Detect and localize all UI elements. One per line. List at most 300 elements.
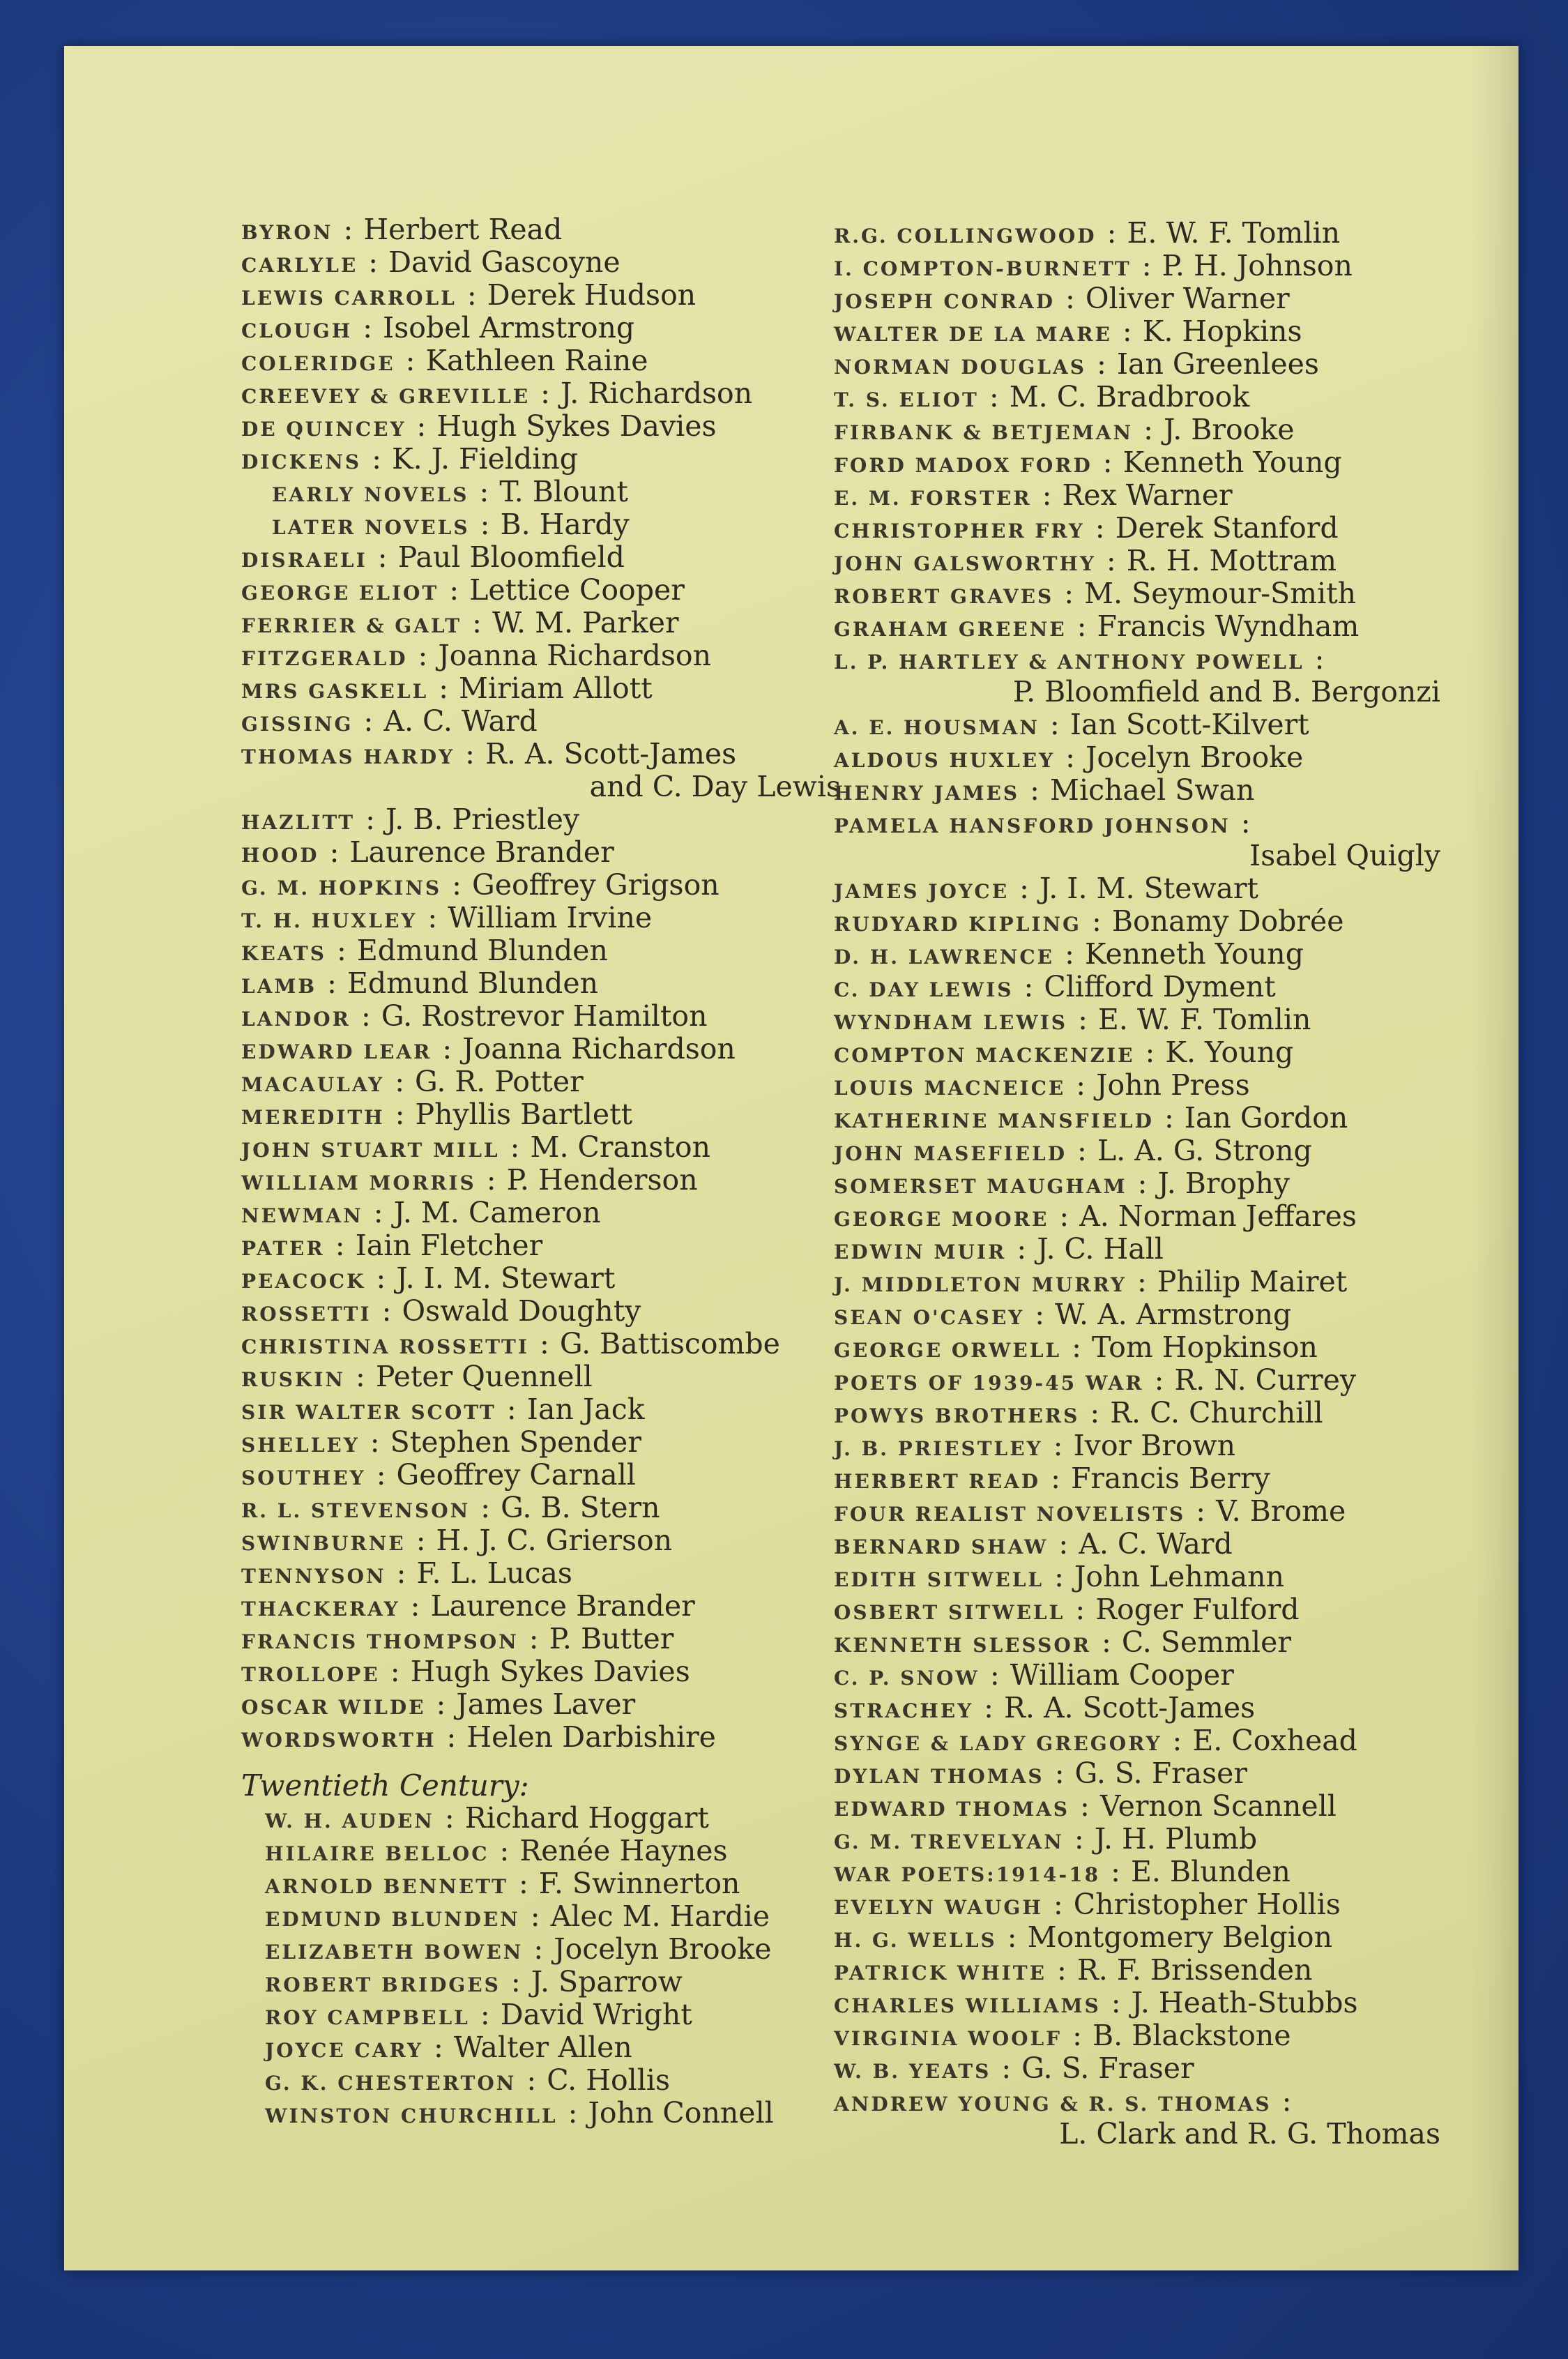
entry-subject: WILLIAM MORRIS [241,1171,476,1194]
entry-row [241,476,841,508]
entry-subject: LOUIS MACNEICE [834,1077,1066,1100]
entry-subject: SEAN O'CASEY [834,1306,1025,1329]
entry-separator: : [401,1589,429,1623]
entry-row [241,1998,841,2031]
entry-author: Bonamy Dobrée [1111,904,1344,938]
entry-separator: : [407,409,436,443]
entry-separator: : [530,1327,558,1360]
entry-separator: : [1049,1527,1078,1561]
entry-subject: FIRBANK & BETJEMAN [834,421,1134,444]
entry-subject: E. M. FORSTER [834,487,1032,510]
entry-author: Richard Hoggart [464,1801,709,1835]
entry-separator: : [327,934,356,967]
entry-author: J. H. Plumb [1094,1822,1258,1856]
entry-row [241,1623,841,1655]
entry-row [241,1262,841,1295]
entry-author: Walter Allen [453,2031,632,2064]
entry-subject: FERRIER & GALT [241,614,462,637]
entry-subject: HERBERT READ [834,1470,1041,1493]
entry-separator: : [1102,1855,1129,1888]
entry-subject: ROBERT BRIDGES [265,1973,501,1996]
entry-separator: : [443,868,471,902]
entry-author: Christopher Hollis [1073,1888,1341,1921]
entry-separator: : [429,672,458,705]
entry-separator: : [980,380,1008,414]
entry-separator: : [334,213,363,246]
entry-author: W. M. Parker [492,606,679,639]
entry-subject: J. B. PRIESTLEY [834,1437,1043,1460]
entry-separator: : [1040,708,1069,741]
entry-row [241,672,841,705]
entry-row [241,2097,841,2130]
entry-author: Joanna Richardson [438,639,711,672]
entry-subject: PEACOCK [241,1270,366,1293]
entry-subject: EVELYN WAUGH [834,1896,1043,1919]
entry-subject: POETS OF 1939-45 WAR [834,1372,1144,1395]
entry-subject: JOYCE CARY [265,2039,423,2062]
entry-row [241,1459,841,1492]
entry-subject: DYLAN THOMAS [834,1765,1044,1788]
entry-row [834,1331,1440,1364]
entry-subject: WORDSWORTH [241,1729,436,1752]
entry-author: Isobel Armstrong [383,311,635,344]
entry-separator: : [353,311,382,344]
entry-author: G. S. Fraser [1074,1757,1247,1790]
entry-subject: TENNYSON [241,1565,386,1588]
entry-subject: HAZLITT [241,811,356,834]
entry-row [834,1593,1440,1626]
entry-subject: RUSKIN [241,1368,345,1391]
entry-subject: PATER [241,1237,325,1260]
entry-continuation: Isabel Quigly [1249,839,1440,872]
entry-row [241,1295,841,1328]
entry-subject: DISRAELI [241,549,367,572]
entry-row [834,1757,1440,1790]
entry-subject: HILAIRE BELLOC [265,1842,489,1865]
entry-separator: : [1010,872,1038,905]
entry-separator: : [396,344,425,377]
entry-author: William Irvine [448,901,653,934]
entry-author: Derek Hudson [487,278,697,312]
entry-row [241,508,841,541]
entry-separator: : [1092,1625,1120,1659]
entry-subject: DE QUINCEY [241,418,406,441]
entry-separator: : [1067,1068,1095,1102]
entry-author: C. Hollis [547,2063,671,2097]
entry-author: R. A. Scott-James [485,737,737,771]
entry-subject: SWINBURNE [241,1532,406,1555]
entry-separator: : [351,999,380,1033]
entry-subject: BERNARD SHAW [834,1535,1049,1558]
entry-author: Paul Bloomfield [397,540,625,574]
entry-row [241,639,841,672]
entry-row [241,443,841,476]
entry-subject: KATHERINE MANSFIELD [834,1109,1154,1132]
entry-subject: GEORGE MOORE [834,1208,1049,1231]
entry-separator: : [1055,577,1083,610]
entry-separator: : [354,704,383,738]
entry-separator: : [1065,1822,1093,1856]
entry-subject: EDITH SITWELL [834,1568,1044,1591]
entry-row [834,643,1440,676]
entry-subject: CREEVEY & GREVILLE [241,385,531,408]
entry-author: Francis Wyndham [1097,609,1360,643]
entry-author: G. Rostrevor Hamilton [381,999,708,1033]
entry-row [241,312,841,344]
entry-author: E. Coxhead [1192,1724,1357,1757]
entry-row [834,1987,1440,2019]
entry-separator: : [1045,1757,1074,1790]
entry-separator: : [501,1130,529,1164]
entry-author: B. Hardy [500,508,630,541]
entry-row [241,1590,841,1623]
entry-author: T. Blount [499,475,628,508]
entry-subject: EARLY NOVELS [272,483,469,506]
entry-separator: : [406,1524,435,1557]
entry-author: Roger Fulford [1095,1593,1300,1626]
entry-subject: SOMERSET MAUGHAM [834,1175,1127,1198]
entry-author: G. S. Fraser [1021,2051,1194,2085]
entry-separator: : [1272,2084,1292,2118]
entry-row [241,1098,841,1131]
entry-subject: LANDOR [241,1008,351,1031]
entry-row [834,282,1440,315]
entry-row [241,1492,841,1524]
entry-author: H. J. C. Grierson [436,1524,673,1557]
entry-subject: ROBERT GRAVES [834,585,1054,608]
entry-author: J. Sparrow [531,1965,683,1998]
entry-author: Kenneth Young [1084,937,1304,971]
entry-separator: : [427,1687,455,1721]
entry-separator: : [1056,937,1083,971]
entry-separator: : [1113,314,1141,348]
entry-author: Iain Fletcher [355,1229,543,1262]
entry-author: L. A. G. Strong [1097,1134,1312,1167]
entry-separator: : [517,2063,546,2097]
entry-author: Kathleen Raine [425,344,648,377]
entry-separator: : [471,1998,499,2031]
entry-author: Michael Swan [1049,773,1255,807]
entry-author: Ian Gordon [1184,1101,1348,1135]
entry-row [834,479,1440,512]
entry-author: R. F. Brissenden [1076,1953,1313,1987]
entry-author: P. Henderson [506,1163,698,1197]
entry-row [241,574,841,607]
entry-row [834,1200,1440,1233]
entry-row [241,1655,841,1688]
entry-author: Renée Haynes [519,1834,728,1867]
entry-subject: DICKENS [241,450,362,473]
entry-row [834,872,1440,905]
entry-separator: : [1097,544,1125,577]
entry-separator: : [1044,1429,1072,1462]
entry-separator: : [1033,478,1061,512]
entry-row [241,1835,841,1867]
entry-author: Montgomery Belgion [1027,1920,1333,1954]
entry-subject: BYRON [241,221,333,244]
entry-separator: : [346,1360,374,1393]
entry-subject: ALDOUS HUXLEY [834,749,1056,772]
entry-separator: : [440,573,469,607]
entry-row [834,1397,1440,1429]
entry-separator: : [387,1556,416,1590]
entry-separator: : [1056,282,1084,315]
entry-subject: EDWIN MUIR [834,1241,1007,1264]
entry-row [834,1429,1440,1462]
entry-author: J. I. M. Stewart [396,1261,616,1295]
entry-author: E. W. F. Tomlin [1127,216,1341,250]
entry-separator: : [524,1932,553,1966]
entry-separator: : [435,1801,464,1835]
section-title-twentieth-century: Twentieth Century: [241,1768,529,1803]
entry-row [834,1954,1440,1987]
entry-author: Rex Warner [1062,478,1233,512]
entry-separator: : [1069,1003,1097,1036]
entry-separator: : [1127,1265,1156,1298]
entry-row [834,905,1440,938]
entry-subject: H. G. WELLS [834,1929,997,1952]
entry-subject: G. K. CHESTERTON [265,2072,517,2095]
entry-row [241,967,841,1000]
entry-separator: : [1093,446,1122,479]
entry-author: Ian Jack [526,1393,645,1426]
entry-separator: : [1068,1134,1096,1167]
twentieth-century-list [241,1802,841,2130]
entry-author: J. Heath-Stubbs [1131,1986,1358,2019]
entry-subject: D. H. LAWRENCE [834,946,1055,969]
entry-separator: : [519,1622,548,1655]
entry-subject: J. MIDDLETON MURRY [834,1273,1127,1296]
entry-row [834,1495,1440,1528]
entry-row [241,934,841,967]
entry-author: Alec M. Hardie [550,1899,770,1933]
entry-separator: : [1187,1494,1215,1528]
twentieth-century-list-continued [834,217,1440,2151]
entry-subject: SYNGE & LADY GREGORY [834,1732,1162,1755]
entry-separator: : [318,966,346,1000]
entry-author: Jocelyn Brooke [554,1932,772,1966]
entry-row [241,1867,841,1900]
entry-subject: FORD MADOX FORD [834,454,1093,477]
entry-author: Edmund Blunden [356,934,608,967]
entry-row [834,446,1440,479]
entry-author: John Lehmann [1074,1560,1284,1593]
entry-subject: JAMES JOYCE [834,880,1010,903]
entry-subject: NORMAN DOUGLAS [834,356,1086,379]
entry-subject: VIRGINIA WOOLF [834,2027,1063,2050]
entry-subject: JOHN MASEFIELD [834,1142,1067,1165]
entry-author: R. N. Currey [1174,1363,1357,1397]
entry-author: G. B. Stern [501,1491,660,1524]
entry-row [241,1802,841,1835]
entry-subject: G. M. TREVELYAN [834,1830,1064,1853]
entry-author: Peter Quennell [375,1360,593,1393]
entry-subject: COMPTON MACKENZIE [834,1044,1135,1067]
entry-subject: ANDREW YOUNG & R. S. THOMAS [834,2093,1272,2116]
entry-author: M. Seymour-Smith [1084,577,1357,610]
entry-separator: : [501,1965,530,1998]
entry-subject: THACKERAY [241,1598,400,1621]
cover-spine-shadow [1470,46,1518,2270]
entry-subject: JOHN STUART MILL [241,1139,500,1162]
entry-subject: L. P. HARTLEY & ANTHONY POWELL [834,651,1304,674]
entry-row [834,512,1440,545]
entry-author: E. W. F. Tomlin [1097,1003,1311,1036]
entry-author: Joanna Richardson [462,1032,736,1065]
entry-row [241,377,841,410]
entry-subject: LATER NOVELS [272,516,470,539]
entry-author: J. C. Hall [1037,1232,1164,1266]
entry-subject: ELIZABETH BOWEN [265,1941,524,1964]
entry-subject: I. COMPTON-BURNETT [834,257,1132,280]
entry-row [241,1033,841,1065]
entry-row [834,250,1440,282]
entry-subject: LAMB [241,975,317,998]
entry-row [834,1561,1440,1593]
entry-subject: POWYS BROTHERS [834,1404,1080,1427]
entry-author: Oswald Doughty [402,1294,641,1328]
entry-separator: : [1050,1199,1079,1233]
entry-row [834,1036,1440,1069]
entry-separator: : [1014,970,1043,1003]
entry-subject: CHARLES WILLIAMS [834,1994,1101,2017]
entry-author: Ian Scott-Kilvert [1070,708,1309,741]
entry-author: Helen Darbishire [466,1720,716,1754]
entry-row [241,902,841,934]
entry-subject: KENNETH SLESSOR [834,1634,1091,1657]
entry-separator: : [368,540,397,574]
entry-subject: SIR WALTER SCOTT [241,1401,496,1424]
entry-subject: A. E. HOUSMAN [834,716,1040,739]
entry-author: Jocelyn Brooke [1085,741,1304,774]
entry-row [834,1462,1440,1495]
entry-author: B. Blackstone [1092,2019,1291,2052]
entry-row [834,577,1440,610]
entry-separator: : [1021,773,1049,807]
entry-row [241,1557,841,1590]
entry-author: J. B. Priestley [385,803,580,836]
entry-author: James Laver [456,1687,636,1721]
entry-author: K. Hopkins [1142,314,1302,348]
entry-subject: PAMELA HANSFORD JOHNSON [834,814,1231,837]
entry-author: Laurence Brander [349,835,614,869]
entry-row [241,705,841,738]
entry-row [241,1393,841,1426]
entry-separator: : [497,1393,526,1426]
entry-separator: : [521,1899,549,1933]
entry-author: Hugh Sykes Davies [410,1655,690,1688]
entry-author: Stephen Spender [390,1425,641,1459]
entry-author: Vernon Scannell [1099,1789,1337,1823]
entry-row [834,381,1440,414]
entry-subject: CHRISTINA ROSSETTI [241,1335,529,1358]
entry-row [241,1131,841,1164]
entry-separator: : [1097,216,1126,250]
entry-subject: FOUR REALIST NOVELISTS [834,1503,1186,1526]
entry-subject: R.G. COLLINGWOOD [834,225,1097,248]
entry-row [834,1364,1440,1397]
entry-subject: WINSTON CHURCHILL [265,2104,558,2127]
entry-subject: CARLYLE [241,254,358,277]
entry-separator: : [477,1163,505,1197]
entry-row [834,1921,1440,1954]
entry-separator: : [1067,609,1096,643]
entry-separator: : [998,1920,1026,1954]
entry-row [834,807,1440,840]
entry-subject: GEORGE ELIOT [241,582,439,605]
entry-row [241,541,841,574]
entry-author: P. Butter [549,1622,674,1655]
entry-subject: GRAHAM GREENE [834,618,1067,641]
entry-continuation: P. Bloomfield and B. Bergonzi [1012,675,1440,708]
entry-row [834,610,1440,643]
entry-separator: : [1128,1167,1157,1200]
entry-row [834,217,1440,250]
entry-separator: : [1086,511,1114,545]
entry-author: W. A. Armstrong [1055,1298,1292,1331]
entry-separator: : [1305,642,1325,676]
entry-author: Lettice Cooper [469,573,685,607]
entry-separator: : [558,2096,587,2130]
entry-subject: GISSING [241,713,353,736]
entry-author: Geoffrey Grigson [471,868,720,902]
entry-subject: EDWARD THOMAS [834,1798,1070,1821]
entry-author: John Press [1096,1068,1250,1102]
entry-subject: T. S. ELIOT [834,388,979,411]
entry-row [241,1065,841,1098]
entry-separator: : [356,803,384,836]
entry-separator: : [1044,1888,1072,1921]
entry-separator: : [1231,806,1251,840]
entry-row [241,1900,841,1933]
entry-subject: LEWIS CARROLL [241,287,457,310]
entry-author: F. Swinnerton [538,1867,740,1900]
entry-separator: : [463,606,492,639]
entry-separator: : [1070,1789,1099,1823]
entry-row [241,344,841,377]
entry-subject: OSBERT SITWELL [834,1601,1065,1624]
entry-author: Clifford Dyment [1044,970,1276,1003]
entry-row [834,1626,1440,1659]
entry-separator: : [457,278,486,312]
entry-author: J. I. M. Stewart [1039,872,1259,905]
entry-subject: CHRISTOPHER FRY [834,519,1085,543]
entry-subject: G. M. HOPKINS [241,877,442,900]
entry-row [241,2031,841,2064]
entry-author: Laurence Brander [430,1589,695,1623]
entry-author: M. Cranston [530,1130,710,1164]
entry-separator: : [1047,1953,1076,1987]
entry-row [834,1528,1440,1561]
entry-row [834,1659,1440,1692]
entry-row [241,869,841,902]
entry-separator: : [367,1458,395,1492]
entry-separator: : [409,639,437,672]
entry-subject: WALTER DE LA MARE [834,323,1112,346]
entry-row [834,2019,1440,2052]
entry-author: Ian Greenlees [1116,347,1319,381]
entry-separator: : [1145,1363,1173,1397]
entry-author: J. Brophy [1157,1167,1291,1200]
entry-subject: C. P. SNOW [834,1667,980,1690]
entry-row [834,938,1440,971]
entry-row [834,348,1440,381]
entry-separator: : [531,377,560,410]
entry-subject: GEORGE ORWELL [834,1339,1062,1362]
entry-subject: SHELLEY [241,1434,360,1457]
entry-separator: : [386,1065,414,1098]
entry-separator: : [1155,1101,1183,1135]
